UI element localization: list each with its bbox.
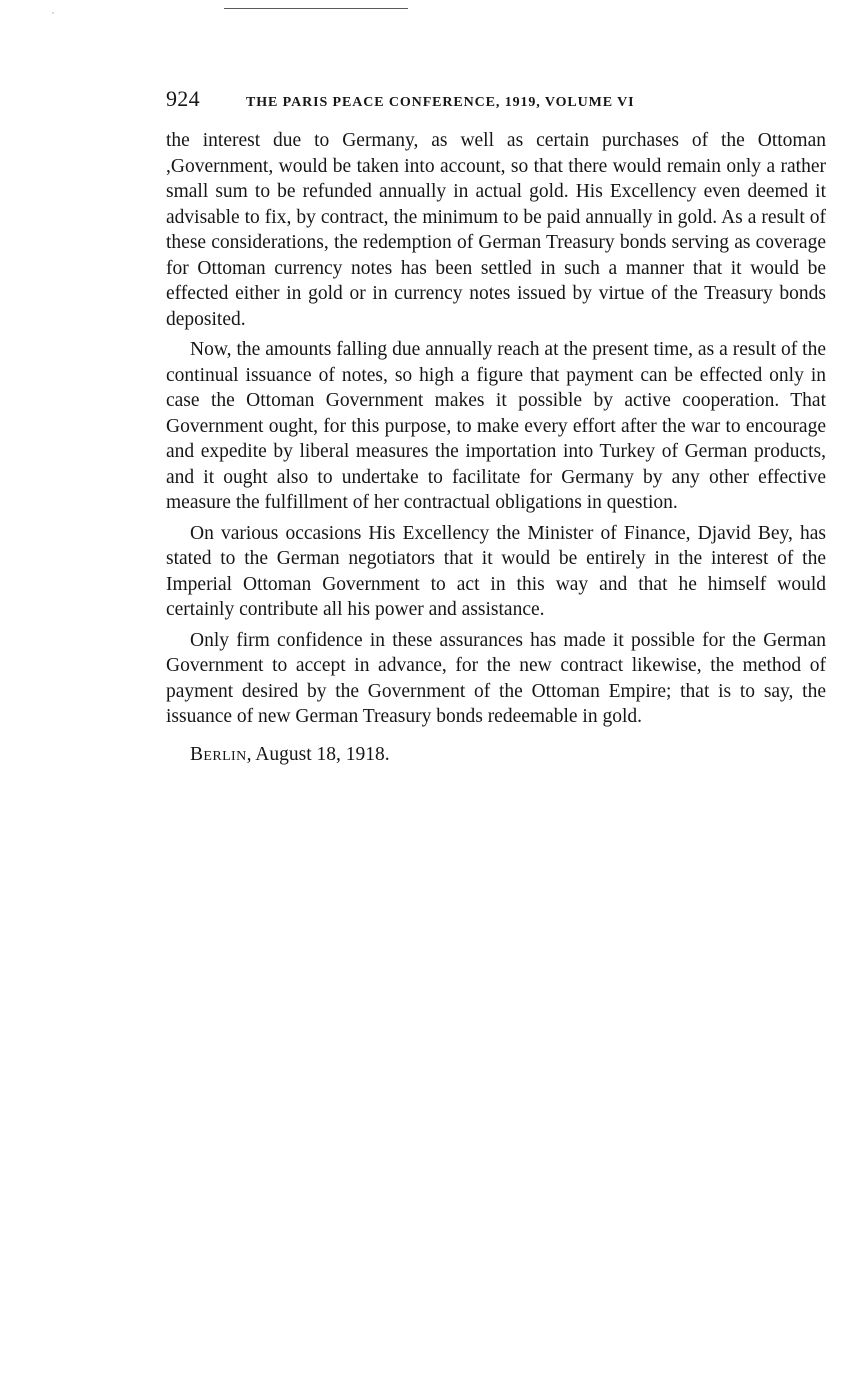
dateline-date: , August 18, 1918. [246,743,390,765]
top-rule [224,8,408,9]
body-text [166,128,826,730]
dateline [166,742,826,768]
page-number: 924 [166,86,200,111]
document-page [166,86,826,767]
paragraph: Only firm confidence in these assurances has made it possible for the German Government to accept in advance, for the new contract likewise, the method of payment desired by the Government of the Ottoman Empire; that is to say, the issuance of new German Treasury bonds redeemable in gold. [166,629,826,727]
dateline-place: Berlin [190,743,247,765]
paragraph: Now, the amounts falling due annually reach at the present time, as a result of the continual issuance of notes, so high a figure that payment can be effected only in case the Ottoman Government makes it possible by active cooperation. That Government ought, for this purpose, to make every effort after the war to encourage and expedite by liberal measures the importation into Turkey of German products, and it ought also to undertake to facilitate for Germany by any other effective measure the fulfillment of her contractual obligations in question. [166,339,826,513]
paragraph: On various occasions His Excellency the Minister of Finance, Djavid Bey, has stated to the German negotiators that it would be entirely in the interest of the Imperial Ottoman Government to act in this way and that he himself would certainly contribute all his power and assistance. [166,522,826,620]
paragraph-continued: the interest due to Germany, as well as certain purchases of the Ottoman ,Government, would be taken into account, so that there would remain only a rather small sum to be refunded annually in actual gold. His Excellency even deemed it advisable to fix, by contract, the minimum to be paid annually in gold. As a result of these considerations, the redemption of German Treasury bonds serving as coverage for Ottoman currency notes has been settled in such a manner that it would be effected either in gold or in currency notes issued by virtue of the Treasury bonds deposited. [166,130,826,330]
running-title: THE PARIS PEACE CONFERENCE, 1919, VOLUME VI [246,95,635,110]
scan-speck [52,12,54,14]
running-head [166,86,826,120]
